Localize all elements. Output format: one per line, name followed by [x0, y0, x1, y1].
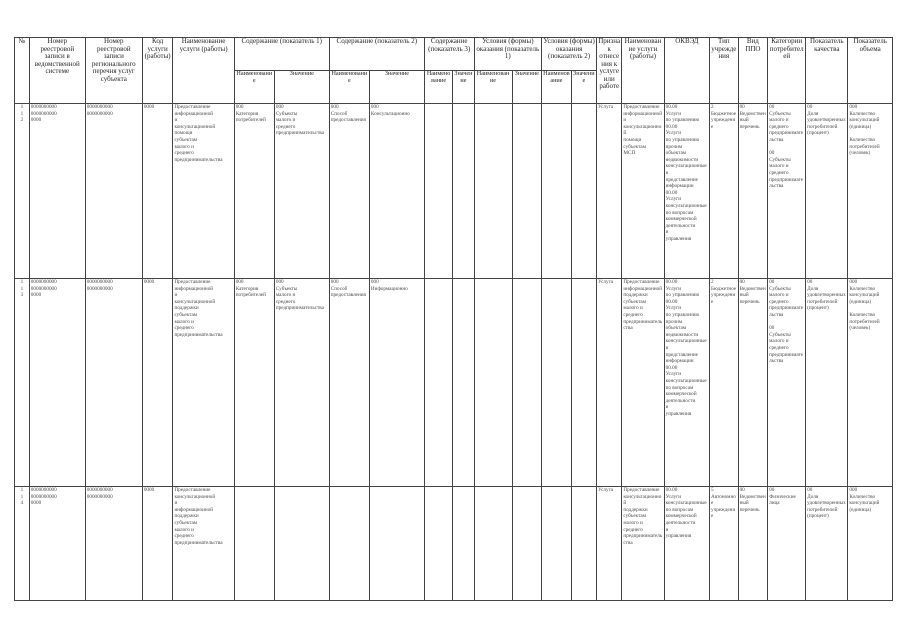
service-code: 0000: [143, 487, 155, 493]
ppo-type: 00 Ведомственный перечень: [739, 487, 766, 513]
service-code: 0000: [143, 279, 155, 285]
conditions-1-name: [474, 104, 512, 279]
header-sub-value: Значение: [274, 71, 329, 104]
service-or-work: Услуга: [598, 104, 613, 110]
service-work-name: Предоставление консультационной поддержки субъектам малого и среднего предпринимательства: [623, 487, 663, 546]
service-name: Предоставление информационной и консультационной поддержки субъектам малого и среднего предпринимательства: [174, 279, 223, 338]
volume-indicator: 000 Количество консультаций (единица): [849, 487, 880, 513]
content-3-name: [424, 487, 453, 601]
content-3-value: [453, 104, 474, 279]
content-1-name: 000 Категория потребителей: [235, 279, 266, 299]
okved: 00.00 Услуги консультационные по вопросам коммерческой деятельности и управления: [665, 487, 707, 540]
ppo-type: 00 Ведомственный перечень: [739, 104, 766, 130]
header-sub-name: Наименование: [474, 71, 512, 104]
service-work-name: Предоставление информационной и консультационной помощи субъектам МСП: [623, 104, 663, 157]
header-registry-number: Номер реестровой записи в ведомственной системе: [29, 38, 85, 104]
conditions-2-name: [542, 487, 572, 601]
consumer-categories: 00 Физические лица: [769, 487, 796, 507]
header-service-or-work: Признак отнесения к услуге или работе: [597, 38, 622, 104]
header-okved: ОКВЭД: [664, 38, 709, 104]
okved: 00.00 Услуги по управлению 00.00 Услуги по управлению прочим объектам недвижимости консультационные и представление информации 00.00 Услуги консультационные по вопросам коммерческой деятельности и управления: [665, 279, 707, 417]
service-or-work: Услуга: [598, 487, 613, 493]
conditions-1-value: [512, 104, 542, 279]
header-service-name: Наименование услуги (работы): [173, 38, 234, 104]
service-name: Предоставление информационной и консультационной помощи субъектам малого и среднего предпринимательства: [174, 104, 223, 163]
header-service-work-name: Наименование услуги (работы): [622, 38, 664, 104]
conditions-2-name: [542, 104, 572, 279]
conditions-1-name: [474, 487, 512, 601]
header-service-code: Код услуги (работы): [142, 38, 173, 104]
content-3-name: [424, 279, 453, 487]
header-num: №: [15, 38, 30, 104]
content-2-name: 000 Способ предоставления: [330, 104, 366, 124]
conditions-2-value: [571, 104, 596, 279]
header-sub-name: Наименование: [234, 71, 274, 104]
institution-type: 5 Автономное учреждение: [711, 487, 736, 520]
header-conditions-1: Условия (формы) оказания (показатель 1): [474, 38, 542, 71]
content-1-value: 000 Субъекты малого и среднего предпринимательства: [275, 104, 324, 137]
header-content-1: Содержание (показатель 1): [234, 38, 329, 71]
quality-indicator: 00 Доля удовлетворенных потребителей (процент): [807, 279, 846, 312]
header-institution-type: Тип учреждения: [710, 38, 739, 104]
registry-page: [14, 37, 893, 600]
conditions-2-value: [571, 279, 596, 487]
row-num: 1 1 2: [20, 104, 24, 124]
content-2-value: 000 Консультационно: [370, 104, 410, 117]
consumer-categories: 00 Субъекты малого и среднего предпринимательства 00 Субъекты малого и среднего предпринимательства: [769, 104, 804, 190]
regional-number: 0000000000 0000000000: [86, 104, 113, 117]
row-num: 1 1 4: [20, 487, 24, 507]
service-name: Предоставление консультационной и информационной поддержки субъектам малого и среднего предпринимательства: [174, 487, 223, 546]
conditions-2-name: [542, 279, 572, 487]
institution-type: 2 Бюджетное учреждение: [711, 104, 737, 130]
conditions-2-value: [571, 487, 596, 601]
header-sub-name: Наименование: [424, 71, 453, 104]
registry-table: [14, 37, 893, 601]
header-quality-indicator: Показатель качества: [806, 38, 848, 104]
row-num: 1 1 3: [20, 279, 24, 299]
volume-indicator: 000 Количество консультаций (единица) Количество потребителей (человек): [849, 279, 880, 332]
registry-number: 0000000000 0000000000 0000: [30, 279, 57, 299]
header-content-2: Содержание (показатель 2): [329, 38, 424, 71]
content-3-value: [453, 279, 474, 487]
content-2-value: 000 Информационно: [370, 279, 408, 292]
regional-number: 0000000000 0000000000: [86, 279, 113, 292]
header-ppo-type: Вид ППО: [738, 38, 768, 104]
header-row-1: [15, 38, 893, 71]
quality-indicator: 00 Доля удовлетворенных потребителей (процент): [807, 487, 846, 520]
okved: 00.00 Услуги по управлению 00.00 Услуги по управлению прочим объектам недвижимости консультационные и представление информации 00.00 Услуги консультационные по вопросам коммерческой деятельности и управления: [665, 104, 707, 242]
registry-number: 0000000000 0000000000 0000: [30, 487, 57, 507]
conditions-1-value: [512, 487, 542, 601]
header-sub-value: Значение: [453, 71, 474, 104]
header-regional-number: Номер реестровой записи регионального перечня услуг субъекта: [85, 38, 142, 104]
consumer-categories: 00 Субъекты малого и среднего предпринимательства 00 Субъекты малого и среднего предпринимательства: [769, 279, 804, 365]
service-or-work: Услуга: [598, 279, 613, 285]
header-consumer-categories: Категории потребителей: [768, 38, 806, 104]
service-work-name: Предоставление информационной поддержки субъектам малого и среднего предпринимательства: [623, 279, 663, 332]
header-sub-name: Наименование: [329, 71, 369, 104]
table-row: [15, 487, 893, 601]
volume-indicator: 000 Количество консультаций (единица) Количество потребителей (человек): [849, 104, 880, 157]
conditions-1-name: [474, 279, 512, 487]
regional-number: 0000000000 0000000000: [86, 487, 113, 500]
header-sub-value: Значение: [571, 71, 596, 104]
content-1-name: 000 Категория потребителей: [235, 104, 266, 124]
institution-type: 2 Бюджетное учреждение: [711, 279, 737, 305]
ppo-type: 00 Ведомственный перечень: [739, 279, 766, 305]
quality-indicator: 00 Доля удовлетворенных потребителей (процент): [807, 104, 846, 137]
registry-number: 0000000000 0000000000 0000: [30, 104, 57, 124]
header-sub-name: Наименование: [542, 71, 572, 104]
header-content-3: Содержание (показатель 3): [424, 38, 474, 71]
table-row: [15, 279, 893, 487]
service-code: 0000: [143, 104, 155, 110]
conditions-1-value: [512, 279, 542, 487]
header-sub-value: Значение: [369, 71, 424, 104]
content-3-value: [453, 487, 474, 601]
content-3-name: [424, 104, 453, 279]
content-2-name: 000 Способ предоставления: [330, 279, 366, 299]
header-conditions-2: Условия (формы) оказания (показатель 2): [542, 38, 597, 71]
header-volume-indicator: Показатель объема: [848, 38, 893, 104]
table-row: [15, 104, 893, 279]
header-sub-value: Значение: [512, 71, 542, 104]
content-1-value: 000 Субъекты малого и среднего предпринимательства: [275, 279, 324, 312]
